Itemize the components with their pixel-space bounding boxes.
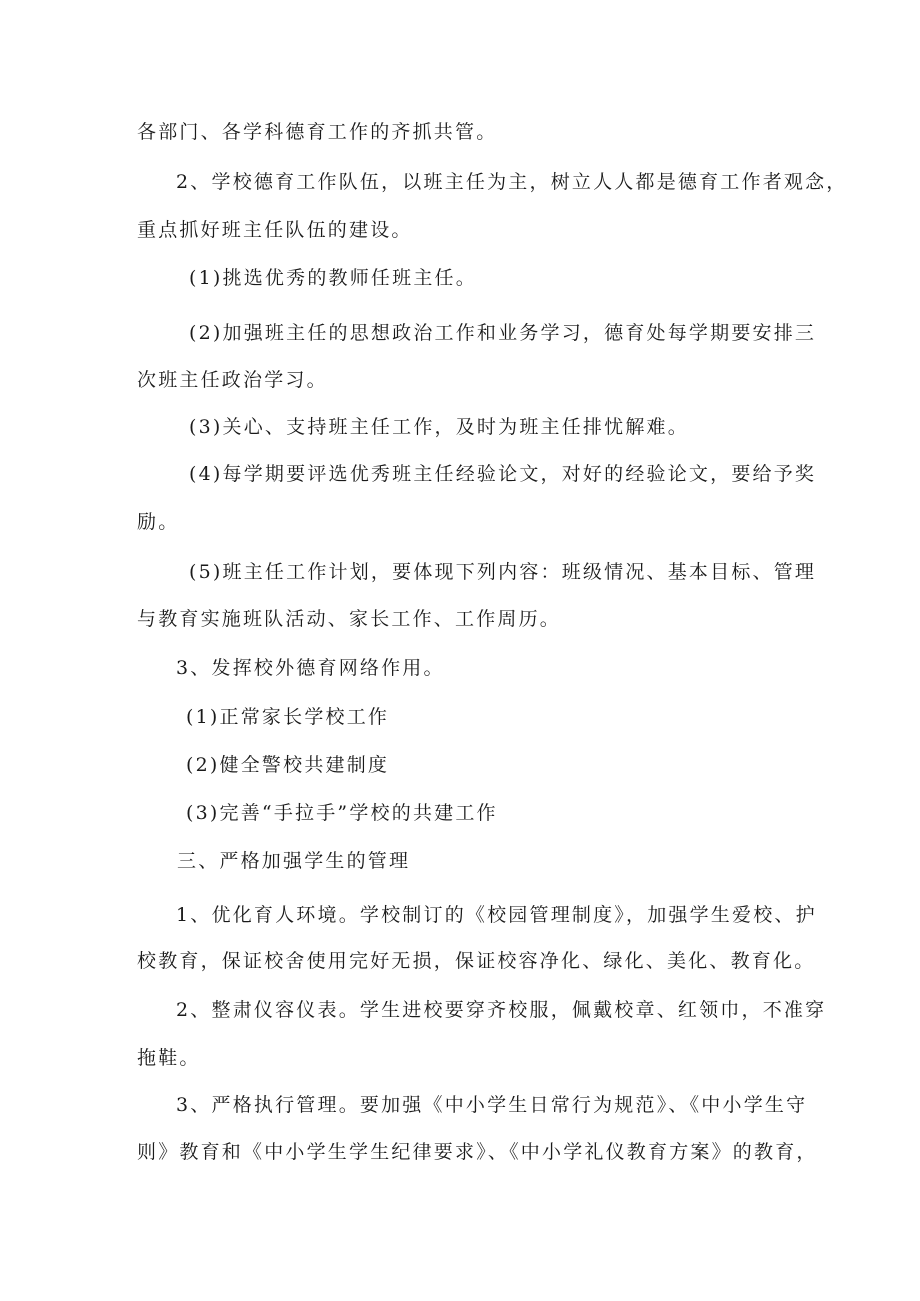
text-line: (3)完善“手拉手”学校的共建工作	[186, 802, 498, 824]
text-line: 2、整肃仪容仪表。学生进校要穿齐校服，佩戴校章、红领巾，不准穿	[176, 999, 827, 1021]
text-line: 拖鞋。	[137, 1047, 201, 1069]
text-line: 则》教育和《中小学生学生纪律要求》、《中小学礼仪教育方案》的教育，	[137, 1141, 818, 1163]
text-line: 重点抓好班主任队伍的建设。	[137, 219, 413, 241]
text-line: 次班主任政治学习。	[137, 369, 328, 391]
text-line: 3、严格执行管理。要加强《中小学生日常行为规范》、《中小学生守	[176, 1094, 808, 1116]
text-line: 各部门、各学科德育工作的齐抓共管。	[137, 121, 498, 143]
text-line: (3)关心、支持班主任工作，及时为班主任排忧解难。	[189, 416, 689, 438]
text-line: 与教育实施班队活动、家长工作、工作周历。	[137, 608, 562, 630]
text-line: 2、学校德育工作队伍，以班主任为主，树立人人都是德育工作者观念，	[176, 171, 848, 193]
text-line: (2)加强班主任的思想政治工作和业务学习，德育处每学期要安排三	[189, 322, 817, 344]
text-line: (1)挑选优秀的教师任班主任。	[189, 267, 477, 289]
text-line: 校教育，保证校舍使用完好无损，保证校容净化、绿化、美化、教育化。	[137, 950, 816, 972]
section-heading: 三、严格加强学生的管理	[177, 850, 411, 872]
text-line: (2)健全警校共建制度	[186, 754, 390, 776]
text-line: 励。	[137, 511, 180, 533]
text-line: (5)班主任工作计划，要体现下列内容：班级情况、基本目标、管理	[189, 561, 817, 583]
text-line: 3、发挥校外德育网络作用。	[176, 657, 445, 679]
text-line: 1、优化育人环境。学校制订的《校园管理制度》，加强学生爱校、护	[176, 904, 817, 926]
text-line: (1)正常家长学校工作	[186, 706, 390, 728]
text-line: (4)每学期要评选优秀班主任经验论文，对好的经验论文，要给予奖	[189, 463, 817, 485]
